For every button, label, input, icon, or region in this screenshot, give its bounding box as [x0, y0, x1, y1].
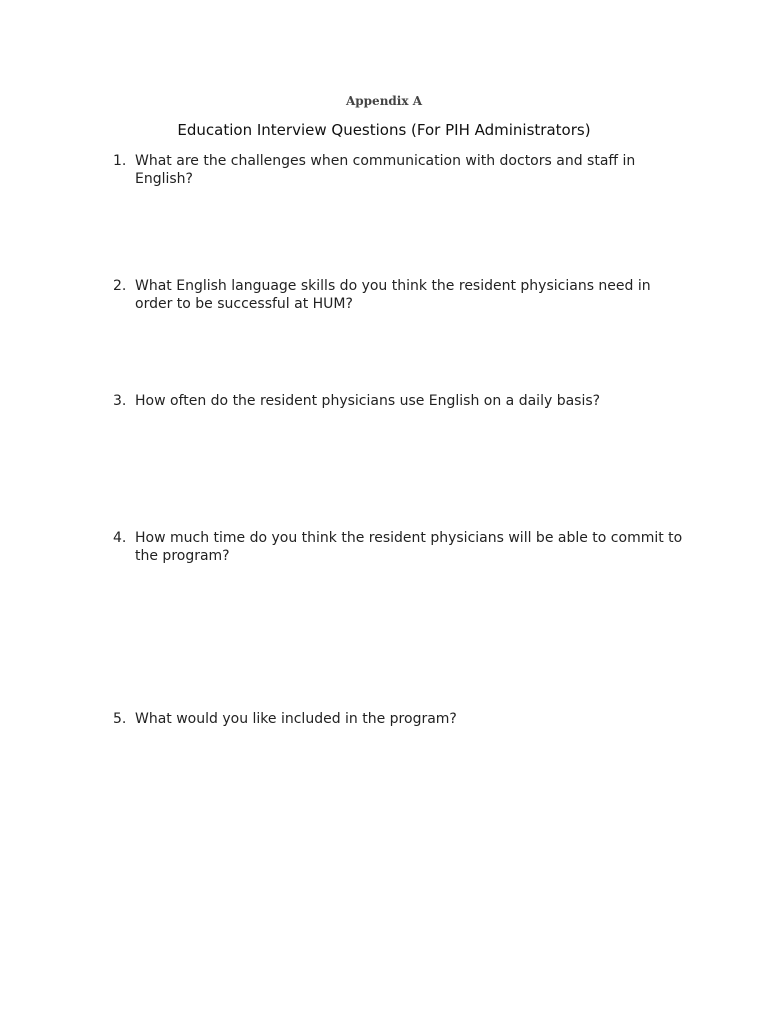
- question-number: 5.: [113, 711, 127, 727]
- question-text: What English language skills do you think the resident physicians need in order to be successful at HUM?: [135, 278, 651, 312]
- question-text: How much time do you think the resident physicians will be able to commit to the program?: [135, 530, 683, 564]
- document-title: Education Interview Questions (For PIH Administrators): [177, 121, 591, 139]
- question-text: What are the challenges when communication with doctors and staff in English?: [135, 153, 636, 187]
- appendix-label: Appendix A: [345, 94, 423, 108]
- question-text: How often do the resident physicians use English on a daily basis?: [135, 393, 601, 409]
- question-number: 3.: [113, 393, 127, 409]
- question-item-3: [113, 392, 683, 410]
- question-item-1: [113, 152, 683, 188]
- question-number: 1.: [113, 153, 127, 169]
- question-number: 2.: [113, 278, 127, 294]
- question-item-2: [113, 277, 683, 313]
- question-item-5: [113, 710, 683, 728]
- question-text: What would you like included in the program?: [135, 711, 457, 727]
- question-number: 4.: [113, 530, 127, 546]
- question-item-4: [113, 529, 683, 565]
